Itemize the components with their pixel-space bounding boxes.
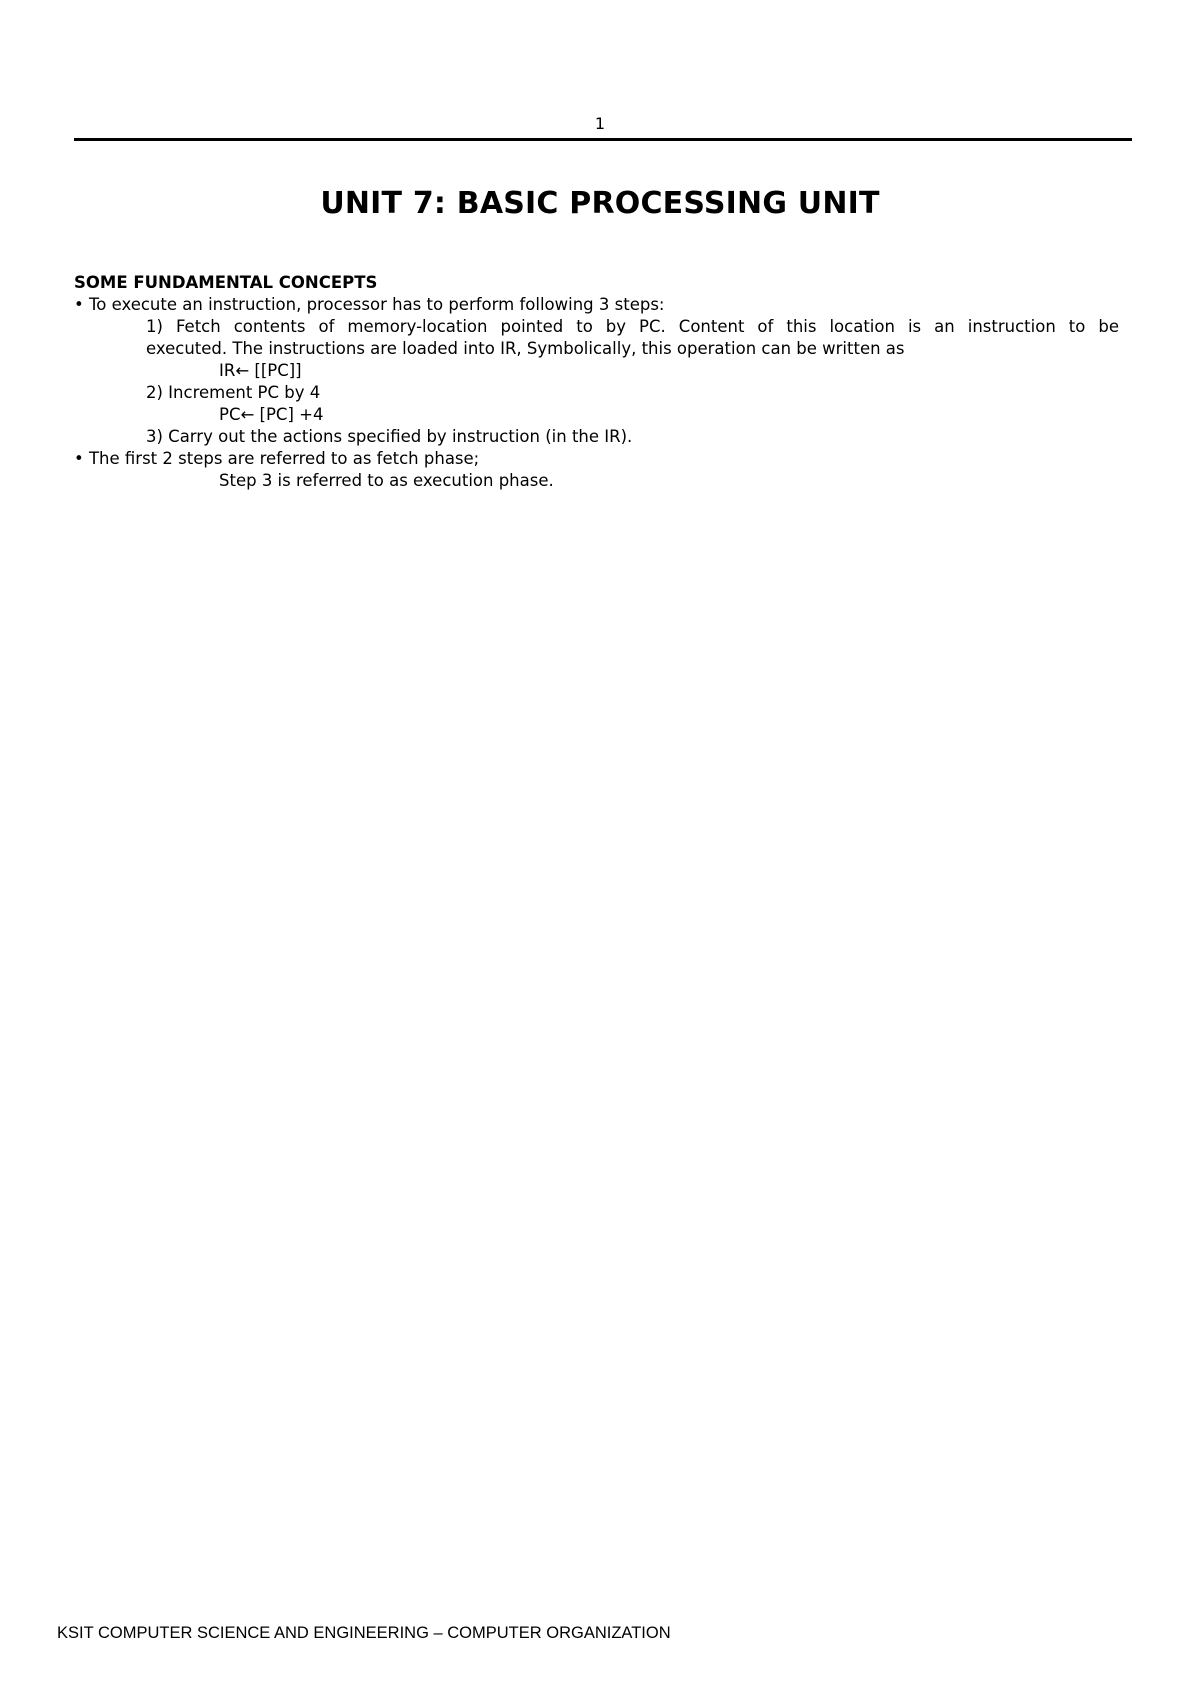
page-number: 1 (594, 114, 606, 133)
section-heading: SOME FUNDAMENTAL CONCEPTS (74, 273, 378, 292)
step-1-line-1: 1) Fetch contents of memory-location pointed to by PC. Content of this location is an instruction to be (146, 317, 1119, 336)
page-title: UNIT 7: BASIC PROCESSING UNIT (320, 186, 880, 221)
step-1-formula: IR← [[PC]] (219, 361, 302, 380)
bullet-item: • To execute an instruction, processor has to perform following 3 steps: (74, 295, 665, 314)
header-rule (74, 138, 1132, 141)
page-footer: KSIT COMPUTER SCIENCE AND ENGINEERING – COMPUTER ORGANIZATION (57, 1624, 671, 1642)
step-2-formula: PC← [PC] +4 (219, 405, 324, 424)
content-body (74, 272, 1119, 492)
bullet-continuation: Step 3 is referred to as execution phase. (219, 471, 554, 490)
step-3: 3) Carry out the actions specified by instruction (in the IR). (146, 427, 633, 446)
bullet-item: • The first 2 steps are referred to as fetch phase; (74, 449, 480, 468)
step-2: 2) Increment PC by 4 (146, 383, 321, 402)
step-1-line-2: executed. The instructions are loaded into IR, Symbolically, this operation can be written as (146, 339, 905, 358)
